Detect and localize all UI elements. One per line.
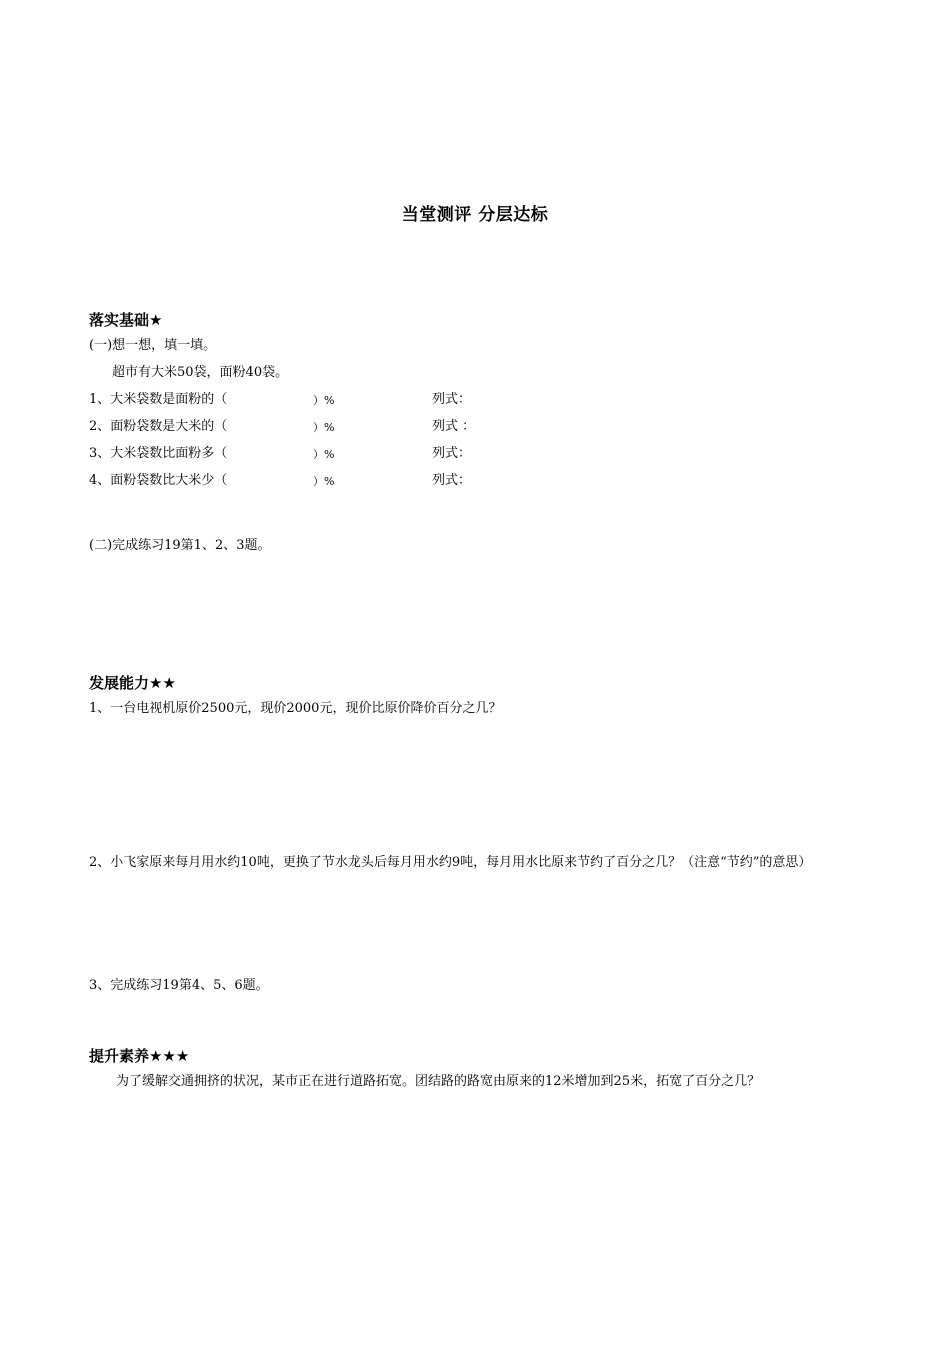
basics-item-2-formula: 列式 ： <box>432 419 476 434</box>
basics-intro: 超市有大米50袋，面粉40袋。 <box>112 365 289 380</box>
basics-item-1: 1、大米袋数是面粉的（ <box>89 392 228 407</box>
basics-item-3-blank-close: ）% <box>313 448 335 461</box>
basics-item-1-formula: 列式： <box>432 392 472 407</box>
part1-title: (一)想一想，填一填。 <box>89 338 217 353</box>
ability-question-2: 2、小飞家原来每月用水约10吨，更换了节水龙头后每月用水约9吨，每月用水比原来节约了百分之几？（注意“节约”的意思） <box>89 855 812 870</box>
basics-item-3: 3、大米袋数比面粉多（ <box>89 446 228 461</box>
basics-item-1-blank-close: ）% <box>313 394 335 407</box>
ability-question-1: 1、一台电视机原价2500元，现价2000元，现价比原价降价百分之几？ <box>89 701 502 716</box>
section-literacy-heading: 提升素养★★★ <box>89 1047 190 1065</box>
basics-item-3-formula: 列式： <box>432 446 472 461</box>
section-ability-heading: 发展能力★★ <box>89 674 176 692</box>
part2-text: (二)完成练习19第1、2、3题。 <box>89 538 271 553</box>
page-title: 当堂测评 分层达标 <box>401 205 549 225</box>
basics-item-2: 2、面粉袋数是大米的（ <box>89 419 228 434</box>
basics-item-4-formula: 列式： <box>432 473 472 488</box>
basics-item-4: 4、面粉袋数比大米少（ <box>89 473 228 488</box>
basics-item-4-blank-close: ）% <box>313 475 335 488</box>
section-basics-heading: 落实基础★ <box>89 311 163 329</box>
literacy-question-1: 为了缓解交通拥挤的状况，某市正在进行道路拓宽。团结路的路宽由原来的12米增加到25米，拓宽了百分之几？ <box>116 1074 761 1089</box>
ability-question-3: 3、完成练习19第4、5、6题。 <box>89 978 269 993</box>
basics-item-2-blank-close: ）% <box>313 421 335 434</box>
